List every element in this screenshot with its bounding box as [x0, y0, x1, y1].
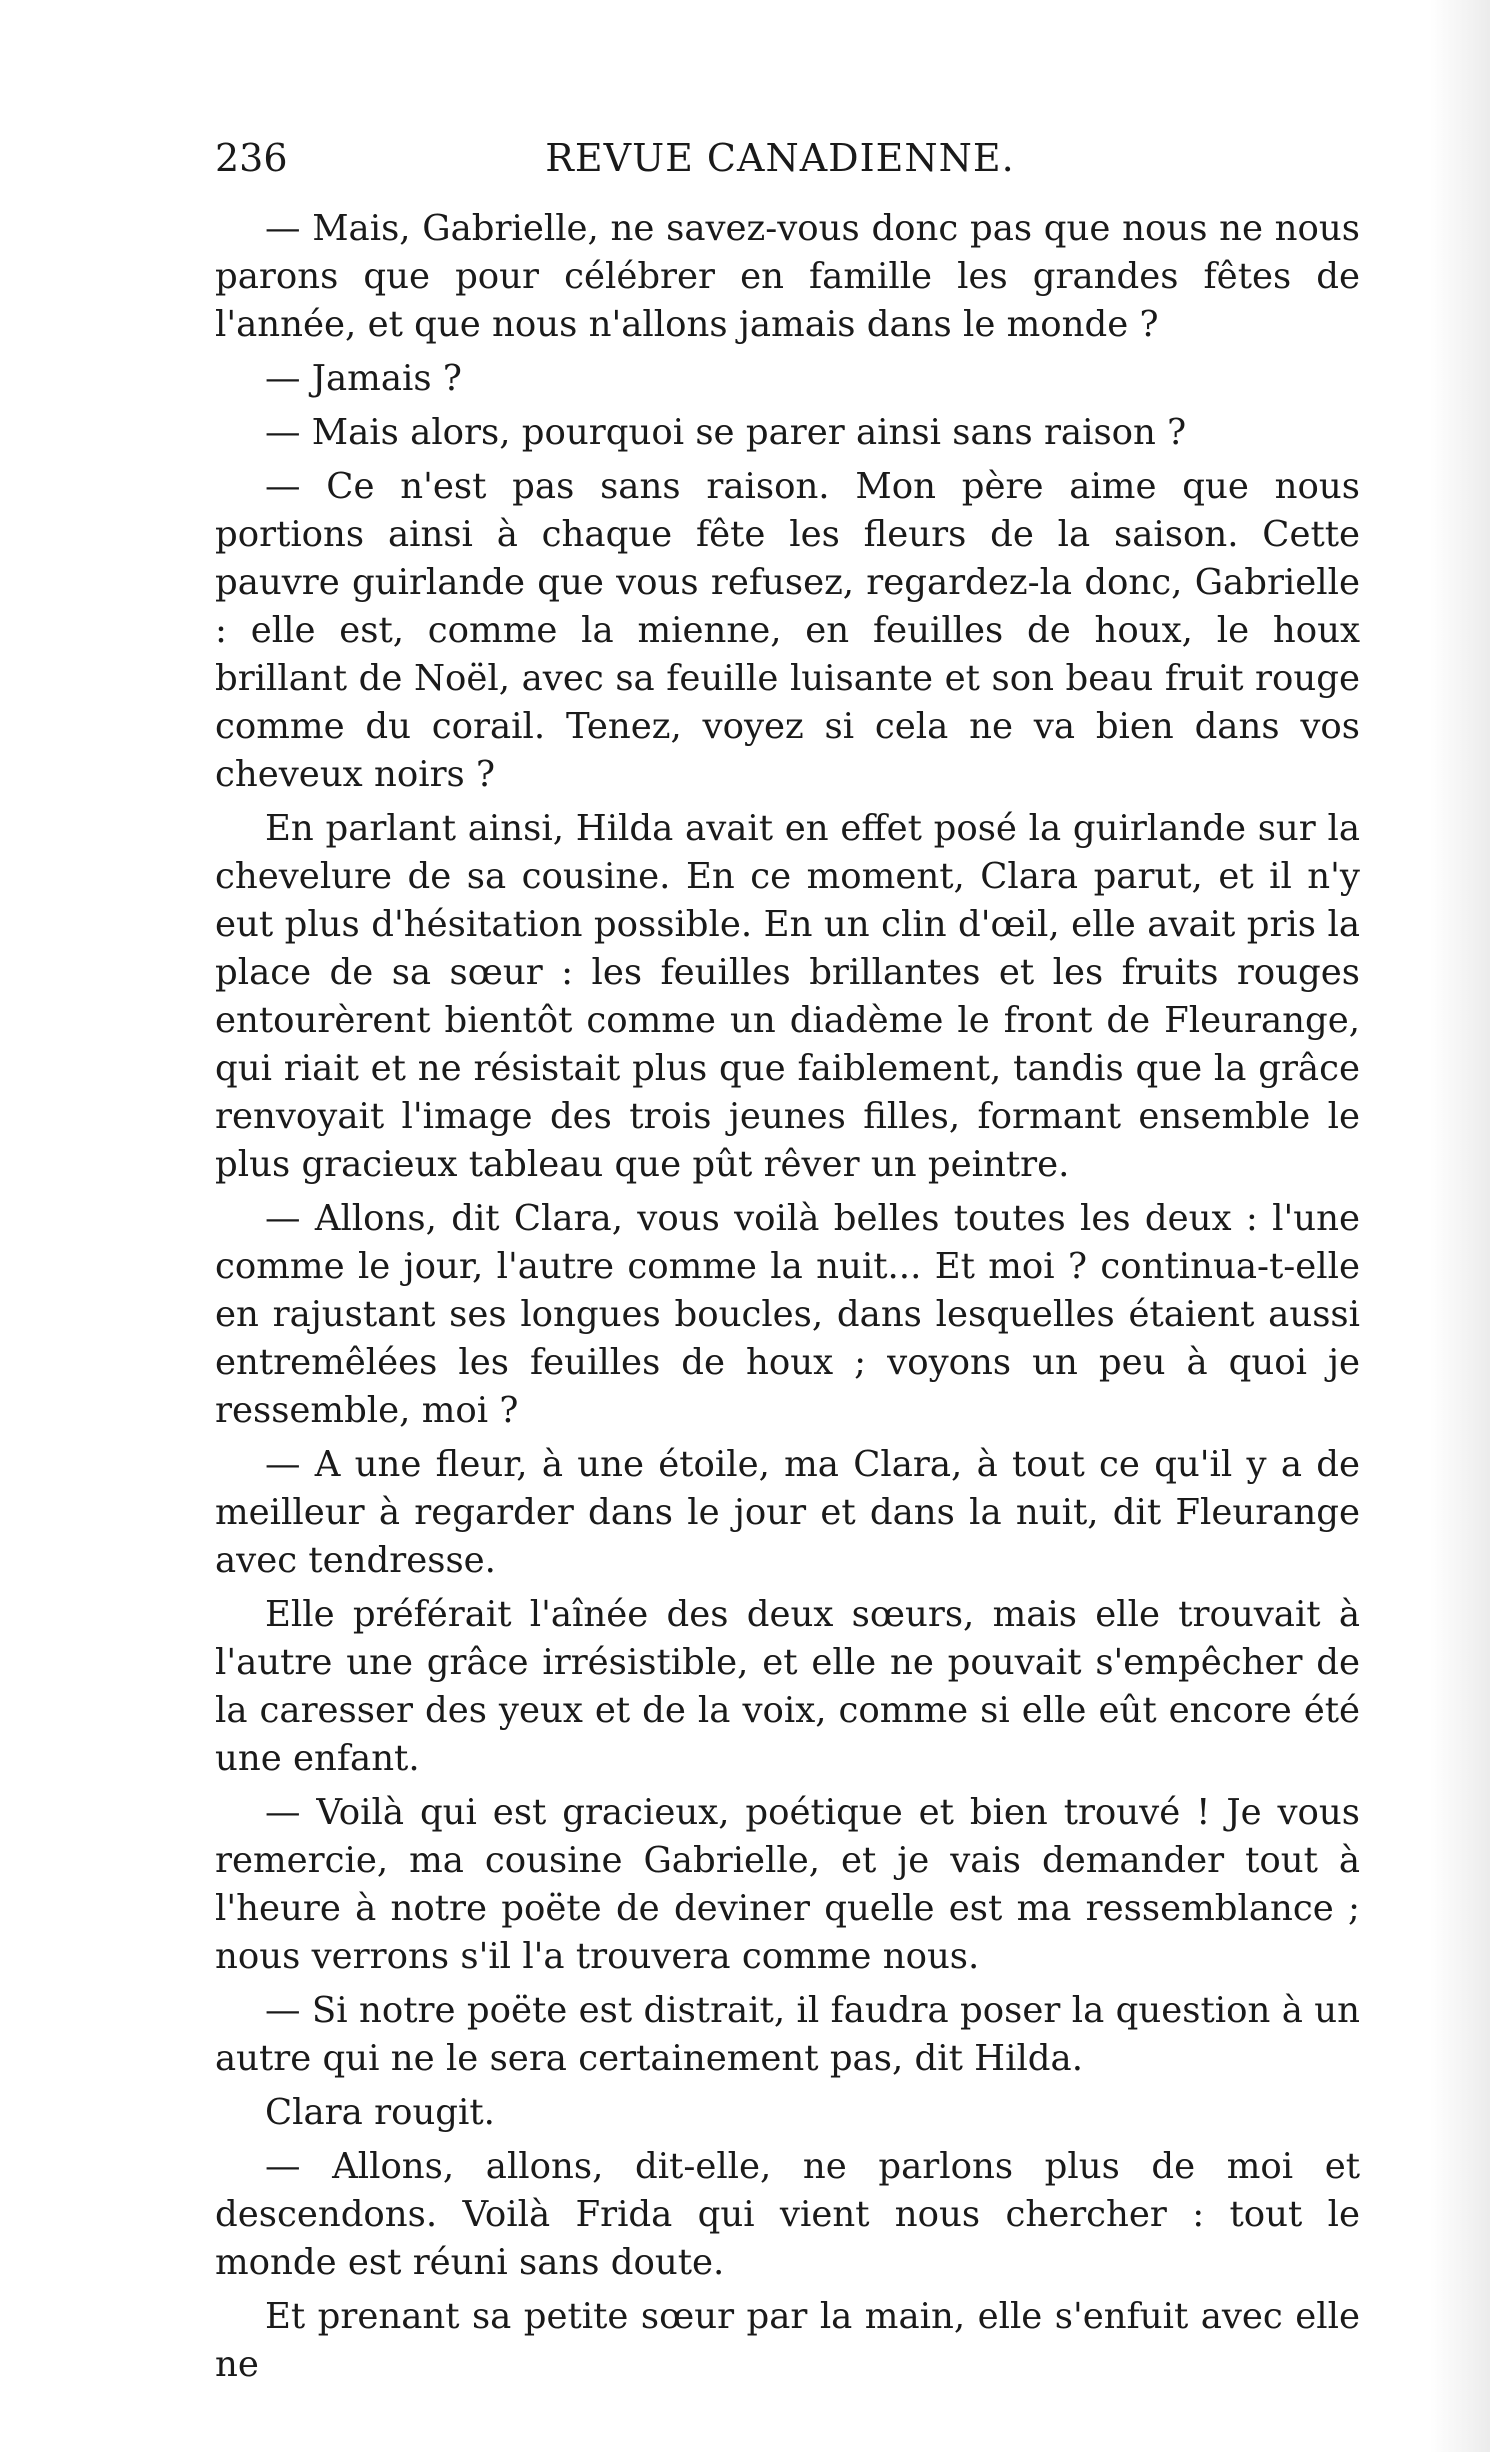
running-title: REVUE CANADIENNE. [545, 136, 1015, 180]
page-number: 236 [215, 136, 288, 180]
paragraph-12: — Allons, allons, dit-elle, ne parlons plus de moi et descendons. Voilà Frida qui vient nous chercher : tout le monde est réuni sans doute. [215, 2146, 1360, 2283]
paragraph-11: Clara rougit. [265, 2092, 495, 2133]
paragraph-3: — Mais alors, pourquoi se parer ainsi sans raison ? [265, 412, 1187, 453]
page-header [215, 128, 1345, 188]
paragraph-8: Elle préférait l'aînée des deux sœurs, mais elle trouvait à l'autre une grâce irrésistible, et elle ne pouvait s'empêcher de la caresser des yeux et de la voix, comme si elle eût encore été une enfant. [215, 1594, 1360, 1779]
page-body [215, 205, 1360, 2395]
paragraph-2: — Jamais ? [265, 358, 462, 399]
page-edge-shadow [1430, 0, 1490, 2452]
paragraph-7: — A une fleur, à une étoile, ma Clara, à tout ce qu'il y a de meilleur à regarder dans le jour et dans la nuit, dit Fleurange avec tendresse. [215, 1444, 1360, 1581]
paragraph-6: — Allons, dit Clara, vous voilà belles toutes les deux : l'une comme le jour, l'autre comme la nuit... Et moi ? continua-t-elle en rajustant ses longues boucles, dans lesquelles étaient aussi entremêlées les feuilles de houx ; voyons un peu à quoi je ressemble, moi ? [215, 1198, 1360, 1431]
paragraph-9: — Voilà qui est gracieux, poétique et bien trouvé ! Je vous remercie, ma cousine Gabrielle, et je vais demander tout à l'heure à notre poëte de deviner quelle est ma ressemblance ; nous verrons s'il l'a trouvera comme nous. [215, 1792, 1360, 1977]
paragraph-1: — Mais, Gabrielle, ne savez-vous donc pas que nous ne nous parons que pour célébrer en famille les grandes fêtes de l'année, et que nous n'allons jamais dans le monde ? [215, 208, 1360, 345]
paragraph-4: — Ce n'est pas sans raison. Mon père aime que nous portions ainsi à chaque fête les fleurs de la saison. Cette pauvre guirlande que vous refusez, regardez-la donc, Gabrielle : elle est, comme la mienne, en feuilles de houx, le houx brillant de Noël, avec sa feuille luisante et son beau fruit rouge comme du corail. Tenez, voyez si cela ne va bien dans vos cheveux noirs ? [215, 466, 1360, 795]
paragraph-10: — Si notre poëte est distrait, il faudra poser la question à un autre qui ne le sera certainement pas, dit Hilda. [215, 1990, 1360, 2079]
paragraph-5: En parlant ainsi, Hilda avait en effet posé la guirlande sur la chevelure de sa cousine. En ce moment, Clara parut, et il n'y eut plus d'hésitation possible. En un clin d'œil, elle avait pris la place de sa sœur : les feuilles brillantes et les fruits rouges entourèrent bientôt comme un diadème le front de Fleurange, qui riait et ne résistait plus que faiblement, tandis que la grâce renvoyait l'image des trois jeunes filles, formant ensemble le plus gracieux tableau que pût rêver un peintre. [215, 808, 1360, 1185]
paragraph-13: Et prenant sa petite sœur par la main, elle s'enfuit avec elle ne [215, 2296, 1360, 2385]
